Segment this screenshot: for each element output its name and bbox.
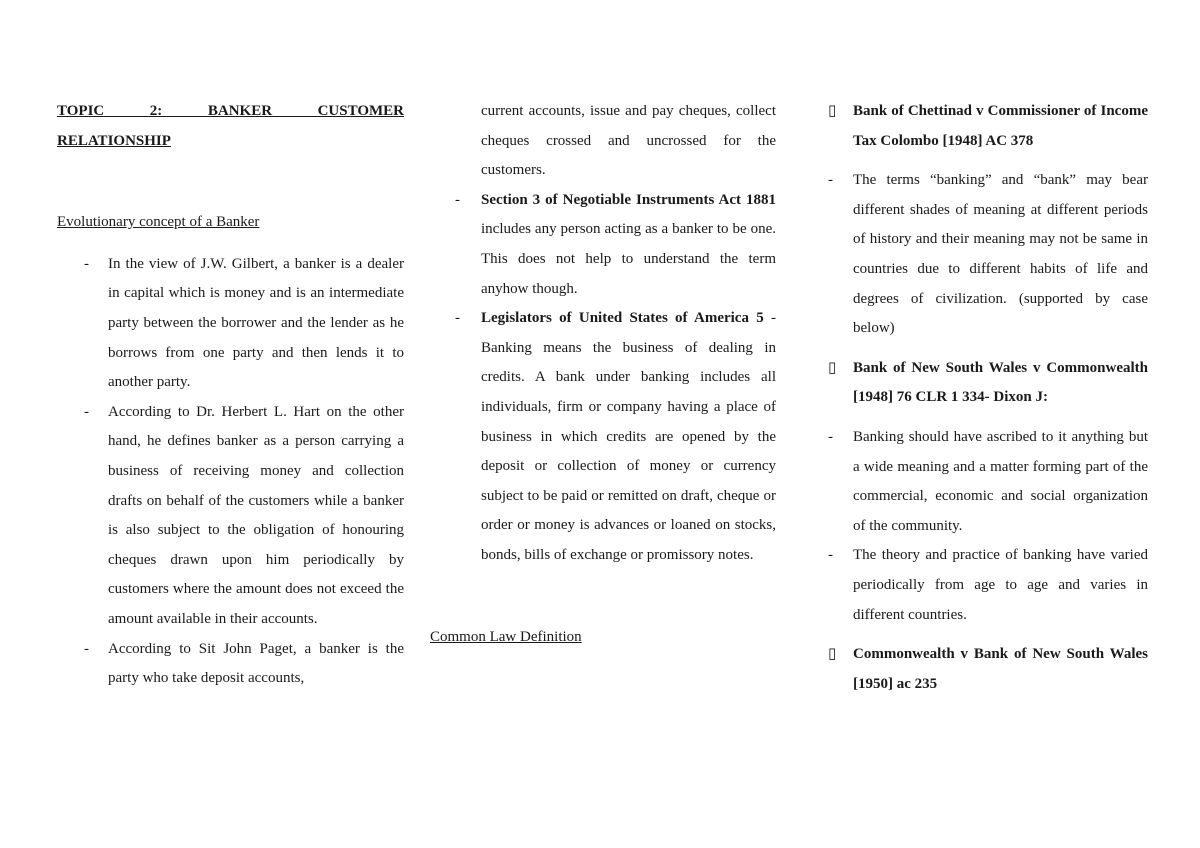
dash-bullet: - xyxy=(84,640,89,657)
list-item-text: Banking should have ascribed to it anything but a wide meaning and a matter forming part of the commercial, economic and social organization of the community. xyxy=(853,428,1148,534)
list-item xyxy=(57,250,404,398)
dash-bullet: - xyxy=(84,255,89,272)
case-citation xyxy=(828,640,1148,699)
statute-name: Section 3 of Negotiable Instruments Act 1881 xyxy=(481,191,776,208)
dash-bullet: - xyxy=(455,191,460,208)
list-item-text: The theory and practice of banking have varied periodically from age to age and varies in different countries. xyxy=(853,547,1148,623)
list-item xyxy=(57,635,404,694)
dash-bullet: - xyxy=(828,172,833,189)
list-item xyxy=(828,423,1148,541)
topic-title-line-1: TOPIC 2: BANKER CUSTOMER xyxy=(57,103,404,119)
list-item-text: According to Dr. Herbert L. Hart on the other hand, he defines banker as a person carrying a business of receiving money and collection drafts on behalf of the customers while a banker is also subject to the obligation of honouring cheques drawn upon him periodically by customers where the amount does not exceed the amount available in their accounts. xyxy=(108,403,404,627)
dash-bullet: - xyxy=(84,403,89,420)
subheading-common-law-definition: Common Law Definition xyxy=(430,628,582,645)
column-3 xyxy=(828,97,1148,709)
box-bullet-icon: ▯ xyxy=(828,103,837,119)
case-name: Bank of Chettinad v Commissioner of Income Tax Colombo [1948] AC 378 xyxy=(853,103,1148,149)
list-item xyxy=(57,398,404,635)
subheading-evolutionary-concept: Evolutionary concept of a Banker xyxy=(57,214,260,231)
list-item-text: According to Sit John Paget, a banker is the party who take deposit accounts, xyxy=(108,640,404,687)
dash-bullet: - xyxy=(828,547,833,564)
column-1 xyxy=(57,97,404,694)
list-item xyxy=(430,304,776,570)
dash-bullet: - xyxy=(455,310,460,327)
list-item-text: The terms “banking” and “bank” may bear different shades of meaning at different periods of history and their meaning may not be same in countries due to different habits of life and degrees of civilization. (supported by case below) xyxy=(853,172,1148,337)
case-name: Bank of New South Wales v Commonwealth [1948] 76 CLR 1 334- Dixon J: xyxy=(853,359,1148,406)
list-item xyxy=(430,186,776,304)
statute-name: Legislators of United States of America 5 xyxy=(481,310,764,327)
case-name: Commonwealth v Bank of New South Wales [1950] ac 235 xyxy=(853,646,1148,692)
list-item-text: - Banking means the business of dealing in credits. A bank under banking includes all individuals, firm or company having a place of business in which credits are opened by the deposit or collection of money or currency subject to be paid or remitted on draft, cheque or order or money is advances or loaned on stocks, bonds, bills of exchange or promissory notes. xyxy=(481,310,776,563)
dash-bullet: - xyxy=(828,428,833,445)
continuation-text: current accounts, issue and pay cheques, collect cheques crossed and uncrossed for the customers. xyxy=(481,103,776,179)
case-citation xyxy=(828,354,1148,413)
list-item-text: includes any person acting as a banker to be one. This does not help to understand the term anyhow though. xyxy=(481,221,776,297)
list-item xyxy=(828,166,1148,344)
column-2 xyxy=(430,97,776,652)
topic-title-line-2: RELATIONSHIP xyxy=(57,132,171,149)
box-bullet-icon: ▯ xyxy=(828,359,837,376)
box-bullet-icon: ▯ xyxy=(828,646,837,663)
case-citation xyxy=(828,97,1148,156)
list-item-text: In the view of J.W. Gilbert, a banker is a dealer in capital which is money and is an intermediate party between the borrower and the lender as he borrows from one party and then lends it to another party. xyxy=(108,255,404,391)
list-item xyxy=(828,541,1148,630)
